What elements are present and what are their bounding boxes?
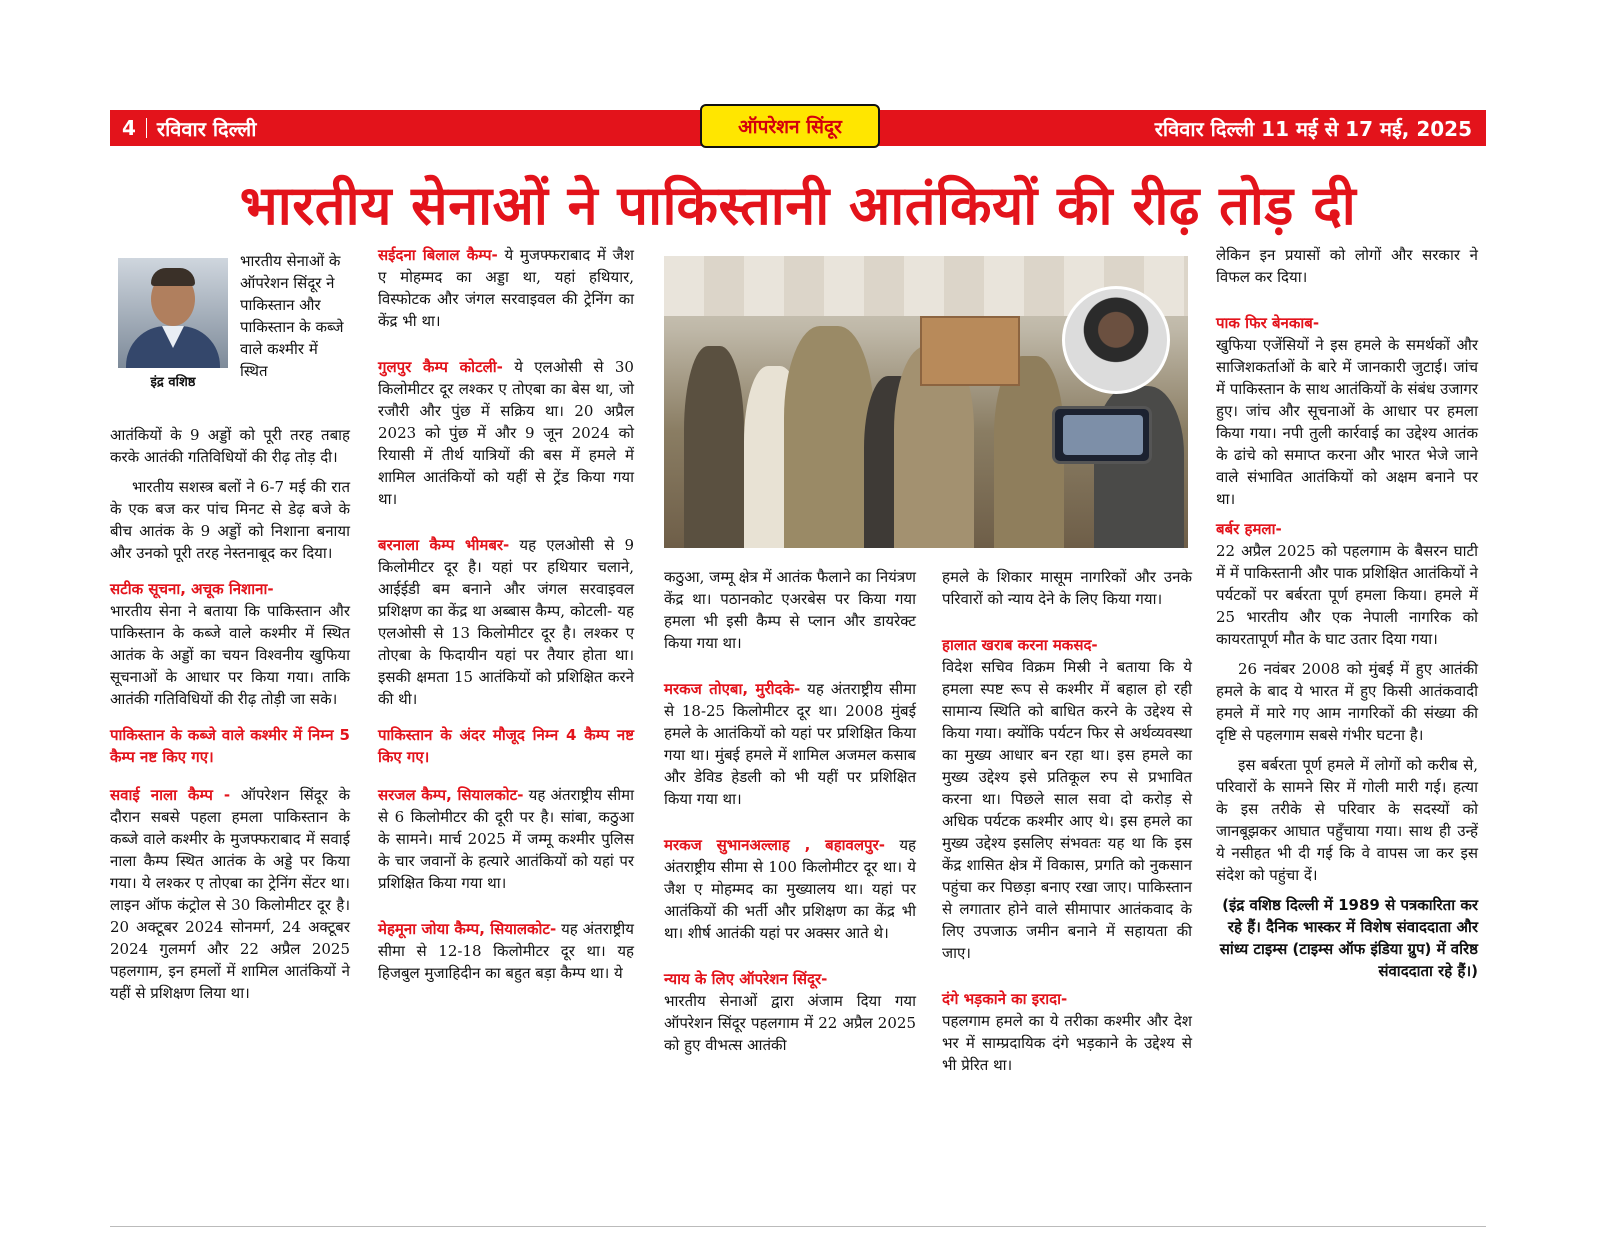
paragraph: इस बर्बरता पूर्ण हमले में लोगों को करीब से, परिवारों के सामने सिर में गोली मारी गई। हत्या के इस तरीके से परिवार के सदस्यों को जानबूझकर आघात पहुँचाया गया। साथ ही उन्हें ये नसीहत भी दी गई कि वे वापस जा कर इस संदेश को पहुंचा दें। [1216,756,1478,884]
paragraph: 26 नवंबर 2008 को मुंबई में हुए आतंकी हमले के बाद ये भारत में हुए किसी आतंकवादी हमले में मारे गए आम नागरिकों की संख्या की दृष्टि से पहलगाम सबसे गंभीर घटना है। [1216,660,1478,744]
phone-in-photo [1052,406,1152,464]
paragraph: हमले के शिकार मासूम नागरिकों और उनके परिवारों को न्याय देने के लिए किया गया। [942,568,1192,608]
subheading: मरकज सुभानअल्लाह , बहावलपुर- [664,836,885,854]
paragraph: विदेश सचिव विक्रम मिस्री ने बताया कि ये हमला स्पष्ट रूप से कश्मीर में बहाल हो रही सामान्य स्थिति को बाधित करने के उद्देश्य से किया गया। क्योंकि पर्यटन फिर से अर्थव्यवस्था का मुख्य आधार बन रहा था। इस हमले का मुख्य उद्देश्य इसे प्रतिकूल रुप से प्रभावित करना था। पिछले साल सवा दो करोड़ से अधिक पर्यटक कश्मीर आए थे। इस हमले का मुख्य उद्देश्य इसलिए संभवतः यह था कि इस केंद्र शासित क्षेत्र में विकास, प्रगति को नुकसान पहुंचा कर पिछड़ा बनाए रखा जाए। पाकिस्तान से लगातार होने वाले सीमापार आतंकवाद के लिए उपजाऊ जमीन बनाने में सहायता की जाए। [942,658,1192,962]
intro-paragraph-end: आतंकियों के 9 अड्डों को पूरी तरह तबाह करके आतंकी गतिविधियों की रीढ़ तोड़ दी। [110,426,350,466]
subheading: बरनाला कैम्प भीमबर- [378,536,510,554]
column-5 [1216,244,1478,990]
subheading: मरकज तोएबा, मुरीदके- [664,680,801,698]
paragraph: मरकज तोएबा, मुरीदके- यह अंतराष्ट्रीय सीमा से 18-25 किलोमीटर दूर था। 2008 मुंबई हमले के आतंकियों को यहां पर प्रशिक्षित किया गया था। मुंबई हमले में शामिल अजमल कसाब और डेविड हेडली को भी यहीं पर प्रशिक्षित किया गया था। [664,680,917,808]
subheading: सवाई नाला कैम्प - [110,786,231,804]
paragraph: लेकिन इन प्रयासों को लोगों और सरकार ने विफल कर दिया। [1216,246,1478,286]
paragraph: पहलगाम हमले का ये तरीका कश्मीर और देश भर में साम्प्रदायिक दंगे भड़काने के उद्देश्य से भी प्रेरित था। [942,1012,1192,1074]
section-heading: सटीक सूचना, अचूक निशाना- [110,580,274,598]
section-heading: पाकिस्तान के कब्जे वाले कश्मीर में निम्न 5 कैम्प नष्ट किए गए। [110,726,350,766]
paragraph: भारतीय सशस्त्र बलों ने 6-7 मई की रात के एक बज कर पांच मिनट से डेढ़ बजे के बीच आतंक के 9 अड्डों को निशाना बनाया और उनको पूरी तरह नेस्तनाबूद कर दिया। [110,478,350,562]
section-heading: पाकिस्तान के अंदर मौजूद निम्न 4 कैम्प नष्ट किए गए। [378,726,634,766]
paragraph: भारतीय सेना ने बताया कि पाकिस्तान और पाकिस्तान के कब्जे वाले कश्मीर में स्थित आतंक के अड्डों का चयन विश्वनीय खुफिया सूचनाओं के आधार पर किया गया। ताकि आतंकी गतिविधियों की रीढ़ तोड़ी जा सके। [110,602,350,708]
paragraph: कठुआ, जम्मू क्षेत्र में आतंक फैलाने का नियंत्रण केंद्र था। पठानकोट एअरबेस पर किया गया हमला भी इसी कैम्प से प्लान और डायरेक्ट किया गया था। [664,568,916,652]
subheading: न्याय के लिए ऑपरेशन सिंदूर- [664,970,828,988]
column-3 [664,566,916,1064]
subheading: मेहमूना जोया कैम्प, सियालकोट- [378,920,557,938]
author-photo [118,258,228,368]
author-name: इंद्र वशिष्ठ [150,375,196,390]
header-left [110,115,256,142]
column-1 [110,424,350,1012]
header-divider [146,118,147,138]
paragraph: मेहमूना जोया कैम्प, सियालकोट- यह अंतराष्ट्रीय सीमा से 12-18 किलोमीटर दूर था। यह हिजबुल मुजाहिदीन का बहुत बड़ा कैम्प था। ये [378,920,634,982]
paragraph: सवाई नाला कैम्प - ऑपरेशन सिंदूर के दौरान सबसे पहला हमला पाकिस्तान के कब्जे वाले कश्मीर के मुजफ्फराबाद में सवाई नाला कैम्प स्थित आतंक के अड्डे पर किया गया। ये लश्कर ए तोएबा का ट्रेनिंग सेंटर था। लाइन ऑफ कंट्रोल से 30 किलोमीटर दूर है। 20 अक्टूबर 2024 सोनमर्ग, 24 अक्टूबर 2024 गुलमर्ग और 22 अप्रैल 2025 पहलगाम, इन हमलों में शामिल आतंकियों ने यहीं से प्रशिक्षण लिया था। [110,786,350,1002]
column-2 [378,244,634,992]
subheading: सरजल कैम्प, सियालकोट- [378,786,524,804]
section-badge: ऑपरेशन सिंदूर [700,104,880,148]
subheading: दंगे भड़काने का इरादा- [942,990,1068,1008]
paragraph: सईदना बिलाल कैम्प- ये मुजफ्फराबाद में जैश ए मोहम्मद का अड्डा था, यहां हथियार, विस्फोटक और जंगल सरवाइवल की ट्रेनिंग का केंद्र भी था। [378,246,634,330]
page-number: 4 [122,116,136,140]
paragraph: गुलपुर कैम्प कोटली- ये एलओसी से 30 किलोमीटर दूर लश्कर ए तोएबा का बेस था, जो रजौरी और पुंछ में सक्रिय था। 20 अप्रैल 2023 को पुंछ में और 9 जून 2024 को रियासी में तीर्थ यात्रियों की बस में हमले में शामिल आतंकियों को यहीं से ट्रेंड किया गया था। [378,358,634,508]
subheading: बर्बर हमला- [1216,520,1282,538]
subheading: सईदना बिलाल कैम्प- [378,246,498,264]
subheading: हालात खराब करना मकसद- [942,636,1098,654]
paragraph: बरनाला कैम्प भीमबर- यह एलओसी से 9 किलोमीटर दूर है। यहां पर हथियार चलाने, आईईडी बम बनाने और जंगल सरवाइवल प्रशिक्षण का केंद्र था अब्बास कैम्प, कोटली- यह एलओसी से 13 किलोमीटर दूर है। लश्कर ए तोएबा के फिदायीन यहां पर तैयार होता था। इसकी क्षमता 15 आतंकियों को प्रशिक्षित करने की थी। [378,536,635,708]
paragraph: खुफिया एजेंसियों ने इस हमले के समर्थकों और साजिशकर्ताओं के बारे में जानकारी जुटाई। जांच में पाकिस्तान के साथ आतंकियों के संबंध उजागर हुए। जांच और सूचनाओं के आधार पर हमला किया गया। नपी तुली कार्रवाई का उद्देश्य आतंक के ढांचे को समाप्त करना और भारत भेजे जाने वाले संभावित आतंकियों को अक्षम बनाने पर था। [1216,336,1478,508]
news-photo [664,256,1188,548]
paragraph: 22 अप्रैल 2025 को पहलगाम के बैसरन घाटी में में पाकिस्तानी और पाक प्रशिक्षित आतंकियों ने पर्यटकों पर बर्बरता पूर्ण हमला किया। हमले में 25 भारतीय और एक नेपाली नागरिक को कायरतापूर्ण मौत के घाट उतार दिया गया। [1216,542,1478,648]
photo-inset [1062,286,1170,394]
subheading: पाक फिर बेनकाब- [1216,314,1320,332]
carried-box [920,316,1020,386]
author-box [118,258,228,390]
paragraph: भारतीय सेनाओं द्वारा अंजाम दिया गया ऑपरेशन सिंदूर पहलगाम में 22 अप्रैल 2025 को हुए वीभत्स आतंकी [664,992,916,1054]
column-1-wrap [240,250,350,390]
column-4 [942,566,1192,1084]
author-bio: (इंद्र वशिष्ठ दिल्ली में 1989 से पत्रकारिता कर रहे हैं। दैनिक भास्कर में विशेष संवाददाता और सांध्य टाइम्स (टाइम्स ऑफ इंडिया ग्रुप) में वरिष्ठ संवाददाता रहे हैं।) [1219,896,1478,980]
paragraph: सरजल कैम्प, सियालकोट- यह अंतराष्ट्रीय सीमा से 6 किलोमीटर की दूरी पर है। सांबा, कठुआ के सामने। मार्च 2025 में जम्मू कश्मीर पुलिस के चार जवानों के हत्यारे आतंकियों को यहां पर प्रशिक्षित किया गया था। [378,786,634,892]
subheading: गुलपुर कैम्प कोटली- [378,358,503,376]
publication-date-right: रविवार दिल्ली 11 मई से 17 मई, 2025 [1154,116,1472,141]
paragraph: मरकज सुभानअल्लाह , बहावलपुर- यह अंतराष्ट्रीय सीमा से 100 किलोमीटर दूर था। ये जैश ए मोहम्मद का मुख्यालय था। यहां पर आतंकियों की भर्ती और प्रशिक्षण का केंद्र भी था। शीर्ष आतंकी यहां पर अक्सर आते थे। [664,836,916,942]
footer-rule [110,1226,1486,1227]
publication-name-left: रविवार दिल्ली [156,116,257,141]
page-headline: भारतीय सेनाओं ने पाकिस्तानी आतंकियों की रीढ़ तोड़ दी [239,174,1357,237]
intro-paragraph-start: भारतीय सेनाओं के ऑपरेशन सिंदूर ने पाकिस्तान और पाकिस्तान के कब्जे वाले कश्मीर में स्थित [240,252,344,380]
